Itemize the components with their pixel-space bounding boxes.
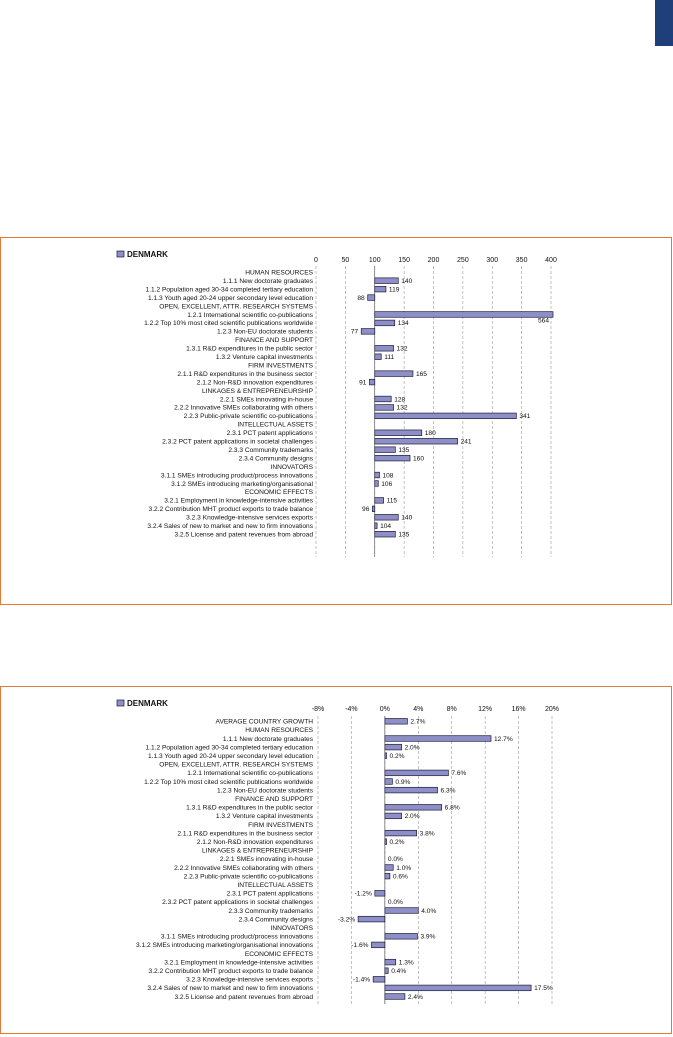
- row-label: 2.3.4 Community designs: [238, 916, 313, 924]
- legend-swatch: [117, 251, 124, 257]
- data-label: 0.2%: [389, 839, 405, 846]
- data-label: 6.3%: [440, 787, 456, 795]
- row-label: 1.1.3 Youth aged 20-24 upper secondary level education: [148, 294, 313, 302]
- bar: [375, 438, 458, 444]
- data-label: 106: [381, 480, 393, 488]
- section-heading: HUMAN RESOURCES: [245, 727, 313, 735]
- bar: [372, 506, 374, 512]
- bar: [375, 413, 517, 419]
- tick-label: 8%: [446, 706, 457, 713]
- row-label: 3.2.5 License and patent revenues from abroad: [174, 531, 313, 539]
- row-label: 2.1.1 R&D expenditures in the business sector: [177, 830, 313, 838]
- tick-label: -8%: [311, 706, 325, 713]
- data-label: 119: [388, 286, 400, 294]
- row-label: 2.2.2 Innovative SMEs collaborating with others: [174, 864, 313, 872]
- tick-label: 300: [486, 257, 499, 264]
- data-label: 160: [413, 455, 425, 463]
- bar: [375, 891, 385, 897]
- bar: [385, 813, 402, 819]
- row-label: 1.3.2 Venture capital investments: [215, 354, 313, 362]
- data-label: 135: [398, 531, 410, 539]
- row-label: 1.2.1 International scientific co-publications: [187, 770, 313, 778]
- tick-label: 12%: [478, 706, 493, 713]
- section-heading: HUMAN RESOURCES: [245, 269, 313, 277]
- row-label: 2.3.3 Community trademarks: [228, 907, 313, 915]
- tick-label: 350: [515, 257, 528, 264]
- bar: [375, 447, 396, 453]
- legend-label: DENMARK: [127, 699, 168, 708]
- row-label: 3.2.1 Employment in knowledge-intensive activities: [164, 959, 313, 967]
- tick-label: 0%: [379, 706, 390, 713]
- data-label: 2.7%: [410, 718, 426, 726]
- data-label: -1.6%: [351, 942, 369, 950]
- row-label: 2.2.1 SMEs innovating in-house: [219, 856, 313, 864]
- section-heading: INNOVATORS: [270, 463, 313, 471]
- section-heading: FIRM INVESTMENTS: [248, 362, 313, 370]
- section-heading: ECONOMIC EFFECTS: [244, 950, 313, 958]
- row-label: 1.2.1 International scientific co-publications: [187, 311, 313, 319]
- row-label: 2.2.2 Innovative SMEs collaborating with others: [174, 404, 313, 412]
- bar: [375, 354, 381, 360]
- data-label: 341: [519, 413, 531, 421]
- bar: [385, 873, 390, 879]
- data-label: 140: [401, 277, 413, 285]
- row-label: 2.1.2 Non-R&D innovation expenditures: [196, 839, 313, 846]
- bar: [385, 787, 438, 793]
- tick-label: 0: [314, 257, 318, 264]
- data-label: 111: [384, 354, 395, 362]
- data-label: -1.2%: [354, 890, 372, 898]
- bar: [385, 985, 531, 991]
- bar: [375, 345, 394, 351]
- row-label: AVERAGE COUNTRY GROWTH: [215, 718, 313, 726]
- bar: [375, 514, 399, 520]
- tick-label: 400: [545, 257, 557, 264]
- row-label: 2.1.2 Non-R&D innovation expenditures: [196, 379, 313, 387]
- bar: [385, 934, 418, 940]
- section-heading: OPEN, EXCELLENT, ATTR. RESEARCH SYSTEMS: [159, 303, 313, 311]
- bar: [375, 455, 410, 461]
- row-label: 3.1.1 SMEs introducing product/process innovations: [160, 933, 313, 941]
- row-label: 2.2.3 Public-private scientific co-publications: [183, 413, 313, 421]
- data-label: 564: [537, 317, 549, 325]
- bar: [358, 916, 385, 922]
- row-label: 3.1.2 SMEs introducing marketing/organisational: [171, 480, 313, 488]
- bar: [385, 779, 393, 785]
- bar: [385, 994, 405, 1000]
- bar: [385, 736, 491, 742]
- row-label: 2.1.1 R&D expenditures in the business sector: [177, 370, 313, 378]
- bar: [385, 770, 449, 776]
- bar: [375, 405, 394, 411]
- bar: [375, 320, 395, 326]
- data-label: 180: [424, 430, 436, 438]
- bar: [385, 968, 388, 974]
- bar: [369, 379, 374, 385]
- data-label: 0.6%: [392, 873, 408, 881]
- bar: [385, 865, 393, 871]
- section-heading: INNOVATORS: [270, 925, 313, 932]
- bar: [375, 481, 379, 487]
- data-label: 115: [386, 497, 398, 505]
- data-label: 3.9%: [420, 933, 436, 941]
- data-label: 132: [396, 345, 408, 353]
- row-label: 2.3.3 Community trademarks: [228, 446, 313, 454]
- bar: [385, 744, 402, 750]
- data-label: 0.0%: [387, 856, 403, 864]
- data-label: 88: [357, 294, 365, 302]
- data-label: 165: [415, 370, 427, 378]
- bar: [375, 286, 386, 292]
- section-heading: ECONOMIC EFFECTS: [244, 489, 313, 497]
- row-label: 2.3.1 PCT patent applications: [226, 430, 313, 438]
- data-label: 135: [398, 446, 410, 454]
- row-label: 1.3.2 Venture capital investments: [215, 813, 313, 821]
- tick-label: 100: [368, 257, 381, 264]
- bar: [385, 959, 396, 965]
- data-label: -3.2%: [337, 916, 356, 924]
- row-label: 2.3.2 PCT patent applications in societal challenges: [162, 899, 313, 907]
- row-label: 3.2.4 Sales of new to market and new to firm innovations: [147, 985, 313, 993]
- data-label: 0.9%: [395, 778, 411, 786]
- row-label: 1.2.2 Top 10% most cited scientific publications worldwide: [144, 320, 313, 328]
- section-heading: LINKAGES & ENTREPRENEURSHIP: [201, 387, 313, 395]
- bar: [375, 472, 380, 478]
- data-label: 241: [460, 438, 472, 446]
- data-label: 0.4%: [391, 968, 407, 975]
- section-heading: FIRM INVESTMENTS: [248, 821, 313, 829]
- data-label: 6.8%: [444, 804, 460, 812]
- bar: [375, 523, 377, 529]
- tick-label: 4%: [413, 706, 424, 713]
- row-label: 2.2.1 SMEs innovating in-house: [219, 396, 313, 404]
- row-label: 3.2.2 Contribution MHT product exports to trade balance: [148, 968, 313, 975]
- legend-swatch: [117, 700, 124, 706]
- data-label: 3.8%: [419, 830, 435, 838]
- bar: [375, 531, 396, 537]
- data-label: 91: [359, 379, 367, 387]
- bar: [385, 805, 442, 811]
- data-label: 77: [350, 328, 359, 336]
- row-label: 2.3.2 PCT patent applications in societal challenges: [162, 438, 313, 446]
- bar: [375, 278, 399, 284]
- section-heading: LINKAGES & ENTREPRENEURSHIP: [201, 847, 313, 855]
- row-label: 1.1.3 Youth aged 20-24 upper secondary level education: [148, 753, 313, 760]
- section-heading: INTELLECTUAL ASSETS: [237, 882, 313, 889]
- row-label: 1.1.2 Population aged 30-34 completed tertiary education: [145, 286, 313, 294]
- row-label: 1.1.2 Population aged 30-34 completed tertiary education: [145, 744, 313, 752]
- tick-label: 16%: [511, 706, 526, 713]
- row-label: 3.2.4 Sales of new to market and new to firm innovations: [147, 523, 313, 531]
- data-label: 96: [362, 506, 370, 514]
- row-label: 1.1.1 New doctorate graduates: [222, 277, 313, 285]
- data-label: 108: [382, 472, 394, 480]
- row-label: 1.2.2 Top 10% most cited scientific publications worldwide: [144, 778, 313, 786]
- row-label: 1.3.1 R&D expenditures in the public sector: [186, 345, 313, 353]
- row-label: 3.2.5 License and patent revenues from abroad: [174, 993, 313, 1001]
- data-label: 0.0%: [387, 899, 403, 907]
- data-label: 7.6%: [451, 770, 467, 778]
- row-label: 1.2.3 Non-EU doctorate students: [216, 787, 313, 795]
- tick-label: -4%: [345, 706, 358, 713]
- row-label: 1.1.1 New doctorate graduates: [222, 735, 313, 743]
- bar: [385, 908, 418, 914]
- data-label: 104: [380, 523, 392, 531]
- bar: [368, 295, 375, 301]
- bar: [385, 839, 387, 845]
- tick-label: 20%: [544, 706, 560, 713]
- section-heading: FINANCE AND SUPPORT: [235, 796, 313, 803]
- data-label: 2.4%: [407, 993, 423, 1001]
- legend-label: DENMARK: [127, 250, 168, 259]
- row-label: 1.2.3 Non-EU doctorate students: [216, 328, 313, 336]
- bar: [375, 498, 384, 504]
- row-label: 2.2.3 Public-private scientific co-publications: [183, 873, 313, 881]
- row-label: 1.3.1 R&D expenditures in the public sector: [186, 804, 313, 812]
- data-label: 17.5%: [534, 985, 553, 993]
- data-label: 140: [401, 514, 413, 522]
- bar: [361, 329, 375, 335]
- bar: [371, 942, 384, 948]
- row-label: 2.3.1 PCT patent applications: [226, 890, 313, 898]
- tick-label: 50: [341, 257, 350, 264]
- section-heading: FINANCE AND SUPPORT: [235, 337, 313, 345]
- section-heading: OPEN, EXCELLENT, ATTR. RESEARCH SYSTEMS: [159, 761, 313, 769]
- bar: [385, 830, 417, 836]
- tick-label: 150: [398, 257, 410, 264]
- data-label: 128: [394, 396, 406, 404]
- bar: [385, 753, 387, 759]
- bar: [375, 312, 553, 318]
- row-label: 3.2.1 Employment in knowledge-intensive activities: [164, 497, 313, 505]
- bar: [375, 430, 422, 436]
- data-label: 12.7%: [493, 735, 513, 743]
- row-label: 2.3.4 Community designs: [238, 455, 313, 463]
- bar: [373, 977, 385, 983]
- bar: [375, 371, 413, 377]
- row-label: 3.2.2 Contribution MHT product exports to trade balance: [148, 506, 313, 514]
- data-label: 132: [396, 404, 408, 412]
- tick-label: 250: [457, 257, 469, 264]
- data-label: 134: [397, 320, 409, 328]
- row-label: 3.1.2 SMEs introducing marketing/organisational innovations: [135, 942, 313, 950]
- section-heading: INTELLECTUAL ASSETS: [237, 421, 313, 429]
- bar: [385, 719, 408, 725]
- data-label: 2.0%: [404, 744, 420, 752]
- row-label: 3.2.3 Knowledge-intensive services exports: [186, 514, 313, 522]
- data-label: 2.0%: [404, 813, 420, 821]
- data-label: 1.3%: [398, 959, 414, 967]
- data-label: -1.4%: [352, 976, 371, 984]
- bar: [375, 396, 391, 402]
- data-label: 4.0%: [421, 907, 437, 915]
- data-label: 0.2%: [389, 753, 405, 760]
- row-label: 3.1.1 SMEs introducing product/process innovations: [160, 472, 313, 480]
- data-label: 1.0%: [396, 864, 412, 872]
- tick-label: 200: [427, 257, 440, 264]
- row-label: 3.2.3 Knowledge-intensive services exports: [186, 976, 313, 984]
